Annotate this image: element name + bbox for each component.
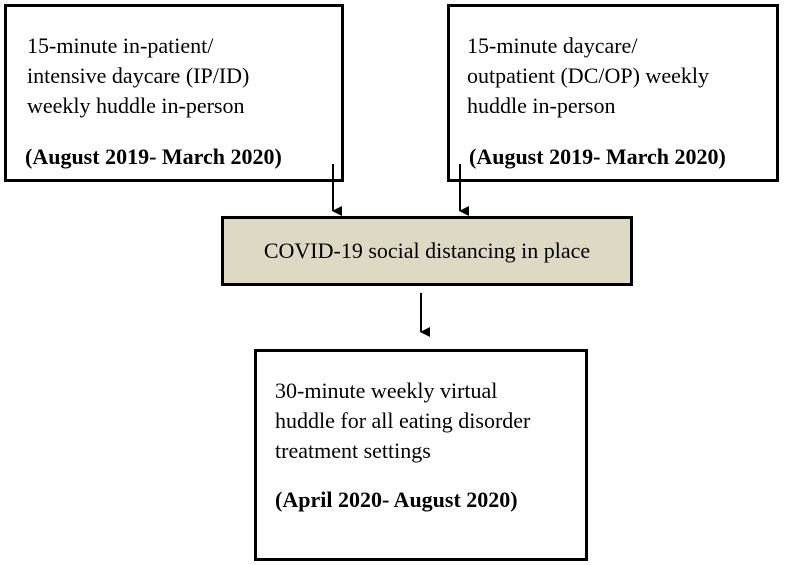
box-text-line: huddle in-person: [467, 93, 616, 118]
date-range-label: (April 2020- August 2020): [275, 487, 518, 512]
box-text-line: treatment settings: [275, 438, 431, 463]
box-text-line: 15-minute daycare/: [467, 33, 638, 58]
box-text-line: outpatient (DC/OP) weekly: [467, 63, 709, 88]
box-text-line: 15-minute in-patient/: [27, 33, 214, 58]
box-text-line: weekly huddle in-person: [27, 93, 245, 118]
covid-box-label: COVID-19 social distancing in place: [263, 238, 591, 263]
date-range-label: (August 2019- March 2020): [25, 144, 282, 169]
box-text-line: 30-minute weekly virtual: [275, 378, 498, 403]
box-text-line: huddle for all eating disorder: [275, 408, 531, 433]
box-text-line: intensive daycare (IP/ID): [27, 63, 250, 88]
date-range-label: (August 2019- March 2020): [469, 144, 726, 169]
